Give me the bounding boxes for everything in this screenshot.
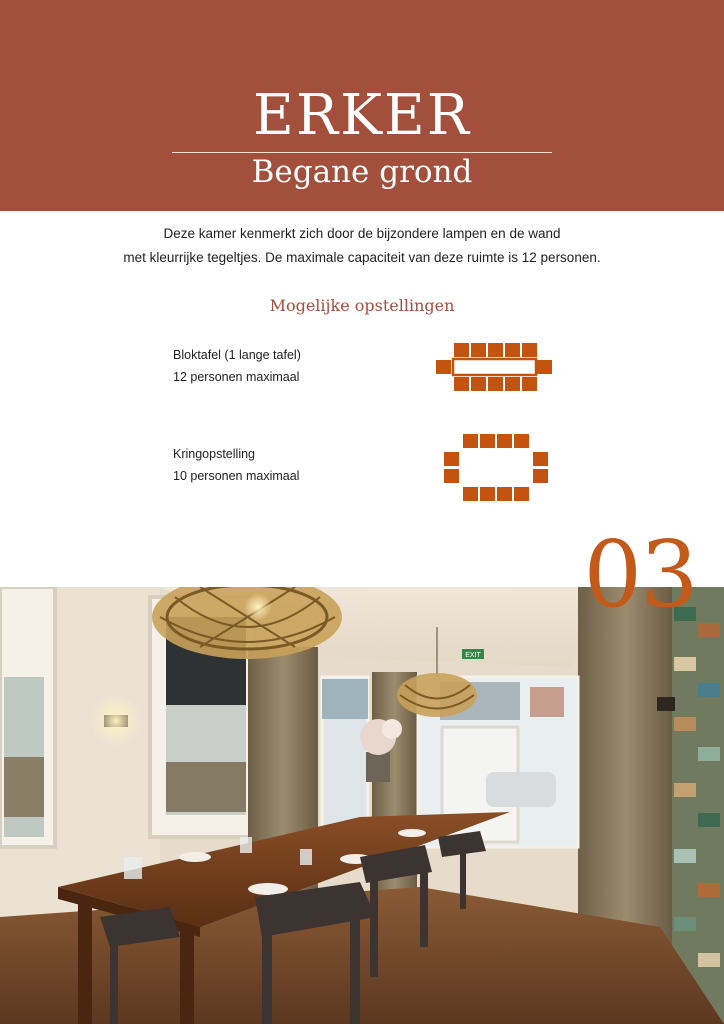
long-table: [453, 359, 536, 375]
seat: [514, 434, 529, 448]
setup-option-circle: [173, 443, 299, 487]
dining-room-illustration: [0, 587, 724, 1024]
seat: [463, 487, 478, 501]
setup-name: Bloktafel (1 lange tafel): [173, 348, 301, 362]
seat: [505, 377, 520, 391]
setups-title: Mogelijke opstellingen: [269, 296, 455, 315]
seat: [436, 360, 451, 374]
seat: [463, 434, 478, 448]
seat: [497, 487, 512, 501]
setup-capacity: 12 personen maximaal: [173, 370, 300, 384]
room-title: ERKER: [253, 83, 471, 148]
setup-option-block: [173, 344, 301, 388]
seat: [480, 434, 495, 448]
seat: [471, 377, 486, 391]
circle-setup-diagram: [444, 434, 548, 502]
intro-text: [80, 222, 644, 270]
header-banner: [0, 0, 724, 211]
seat: [444, 469, 459, 483]
seat: [533, 452, 548, 466]
seat: [497, 434, 512, 448]
seat: [480, 487, 495, 501]
seat: [537, 360, 552, 374]
seat: [514, 487, 529, 501]
seat: [522, 343, 537, 357]
seat: [454, 343, 469, 357]
room-subtitle: Begane grond: [251, 154, 473, 190]
intro-line-1: Deze kamer kenmerkt zich door de bijzondere lampen en de wand: [163, 226, 561, 241]
seat: [454, 377, 469, 391]
block-table-diagram: [436, 343, 552, 393]
seat: [488, 343, 503, 357]
seat: [444, 452, 459, 466]
setup-capacity: 10 personen maximaal: [173, 469, 300, 483]
seat: [505, 343, 520, 357]
seat: [533, 469, 548, 483]
seat: [471, 343, 486, 357]
exit-sign-text: EXIT: [465, 652, 481, 659]
setup-name: Kringopstelling: [173, 447, 255, 461]
page-number: 03: [583, 521, 697, 628]
seat: [522, 377, 537, 391]
intro-line-2: met kleurrijke tegeltjes. De maximale capaciteit van deze ruimte is 12 personen.: [123, 250, 601, 265]
seat: [488, 377, 503, 391]
room-photo: [0, 587, 724, 1024]
